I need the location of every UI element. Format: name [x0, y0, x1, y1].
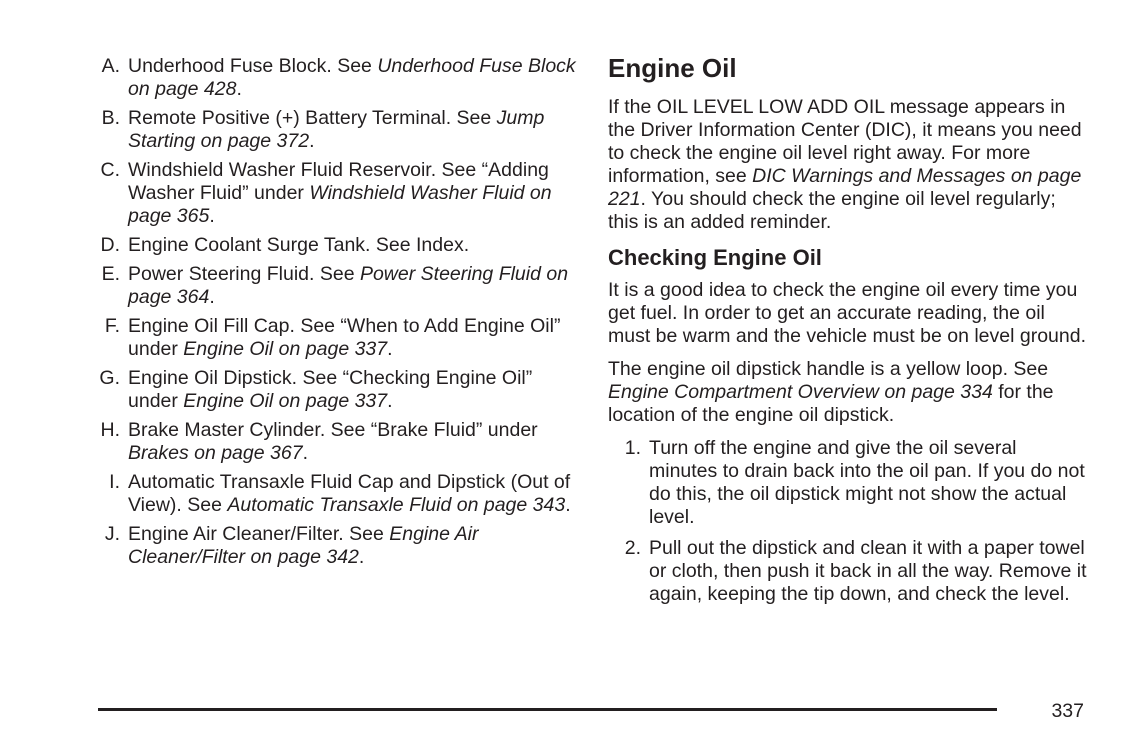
legend-suffix: .	[309, 130, 315, 152]
legend-suffix: .	[209, 205, 215, 227]
legend-letter: C.	[100, 159, 120, 181]
page-reference-link[interactable]: Underhood Fuse Block on page 428	[128, 55, 576, 100]
legend-suffix: .	[209, 286, 215, 308]
legend-description: Engine Oil Fill Cap. See “When to Add Engine Oil” under	[128, 315, 561, 360]
legend-description: Remote Positive (+) Battery Terminal. See	[128, 107, 497, 129]
page-reference-link[interactable]: Automatic Transaxle Fluid on page 343	[227, 494, 566, 516]
page-number: 337	[1051, 700, 1084, 722]
legend-item-c	[90, 159, 582, 228]
step-text: Turn off the engine and give the oil several minutes to drain back into the oil pan. If you do not do this, the oil dipstick might not show the actual level.	[649, 437, 1085, 528]
page-reference-link[interactable]: Engine Oil on page 337	[183, 338, 388, 360]
legend-suffix: .	[387, 338, 393, 360]
legend-suffix: .	[358, 546, 365, 568]
legend-description: Engine Coolant Surge Tank. See Index.	[128, 234, 470, 256]
page-reference-link[interactable]: Jump Starting on page 372	[128, 107, 545, 152]
subsection-title: Checking Engine Oil	[608, 245, 822, 270]
legend-item-f	[90, 315, 582, 361]
legend-letter: J.	[104, 523, 120, 545]
legend-text	[128, 523, 582, 569]
page-reference-link[interactable]: Engine Compartment Overview on page 334	[608, 381, 993, 403]
legend-suffix: .	[565, 494, 571, 516]
page-reference-link[interactable]: Engine Oil on page 337	[183, 390, 388, 412]
legend-text	[128, 471, 582, 517]
dipstick-text-continued: for the location of the engine oil dipstick.	[608, 381, 1054, 426]
step-number: 2.	[624, 537, 641, 559]
legend-description: Underhood Fuse Block. See	[128, 55, 378, 77]
page-reference-link[interactable]: DIC Warnings and Messages on page 221	[608, 165, 1082, 210]
legend-description: Windshield Washer Fluid Reservoir. See “Adding Washer Fluid” under	[128, 159, 549, 204]
step-item	[608, 437, 1088, 529]
page-reference-link[interactable]: Brakes on page 367	[128, 442, 303, 464]
section-title: Engine Oil	[608, 53, 737, 83]
legend-item-a	[90, 55, 582, 101]
legend-letter: G.	[99, 367, 120, 389]
legend-item-i	[90, 471, 582, 517]
legend-text	[128, 107, 582, 153]
legend-item-e	[90, 263, 582, 309]
legend-letter: F.	[104, 315, 120, 337]
legend-description: Brake Master Cylinder. See “Brake Fluid” under	[128, 419, 538, 441]
step-text: Pull out the dipstick and clean it with a paper towel or cloth, then push it back in all the way. Remove it again, keeping the tip down, and check the level.	[649, 537, 1087, 605]
callout-legend	[90, 55, 582, 575]
legend-list	[90, 55, 582, 569]
page-reference-link[interactable]: Power Steering Fluid on page 364	[128, 263, 569, 308]
legend-text	[128, 55, 582, 101]
legend-item-g	[90, 367, 582, 413]
legend-item-j	[90, 523, 582, 569]
page-reference-link[interactable]: Windshield Washer Fluid on page 365	[128, 182, 552, 227]
step-item	[608, 537, 1088, 606]
legend-item-h	[90, 419, 582, 465]
legend-item-b	[90, 107, 582, 153]
intro-text-continued: . You should check the engine oil level regularly; this is an added reminder.	[608, 188, 1056, 233]
legend-text	[128, 159, 582, 228]
legend-description: Power Steering Fluid. See	[128, 263, 360, 285]
legend-suffix: .	[236, 78, 242, 100]
legend-description: Automatic Transaxle Fluid Cap and Dipstick (Out of View). See	[128, 471, 571, 516]
legend-letter: I.	[109, 471, 120, 493]
legend-letter: B.	[101, 107, 120, 129]
engine-oil-section	[608, 52, 1088, 614]
legend-text	[128, 419, 582, 465]
legend-suffix: .	[387, 390, 393, 412]
footer-rule	[98, 708, 997, 711]
intro-paragraph	[608, 96, 1088, 234]
legend-text	[128, 367, 582, 413]
step-number: 1.	[624, 437, 641, 459]
dipstick-paragraph	[608, 358, 1088, 427]
checking-paragraph: It is a good idea to check the engine oil every time you get fuel. In order to get an accurate reading, the oil must be warm and the vehicle must be on level ground.	[608, 279, 1087, 347]
legend-letter: D.	[100, 234, 120, 256]
legend-text	[128, 263, 582, 309]
page-reference-link[interactable]: Engine Air Cleaner/Filter on page 342	[128, 523, 479, 568]
legend-letter: E.	[101, 263, 120, 285]
legend-text	[128, 234, 582, 257]
legend-item-d	[90, 234, 582, 257]
steps-list	[608, 437, 1088, 606]
legend-text	[128, 315, 582, 361]
legend-suffix: .	[302, 442, 308, 464]
legend-letter: A.	[101, 55, 120, 77]
legend-description: Engine Air Cleaner/Filter. See	[128, 523, 390, 545]
intro-text: If the OIL LEVEL LOW ADD OIL message appears in the Driver Information Center (DIC), it means you need to check the engine oil level right away. For more information, see	[608, 96, 1082, 187]
dipstick-text: The engine oil dipstick handle is a yellow loop. See	[608, 358, 1049, 380]
legend-description: Engine Oil Dipstick. See “Checking Engine Oil” under	[128, 367, 533, 412]
legend-letter: H.	[100, 419, 120, 441]
